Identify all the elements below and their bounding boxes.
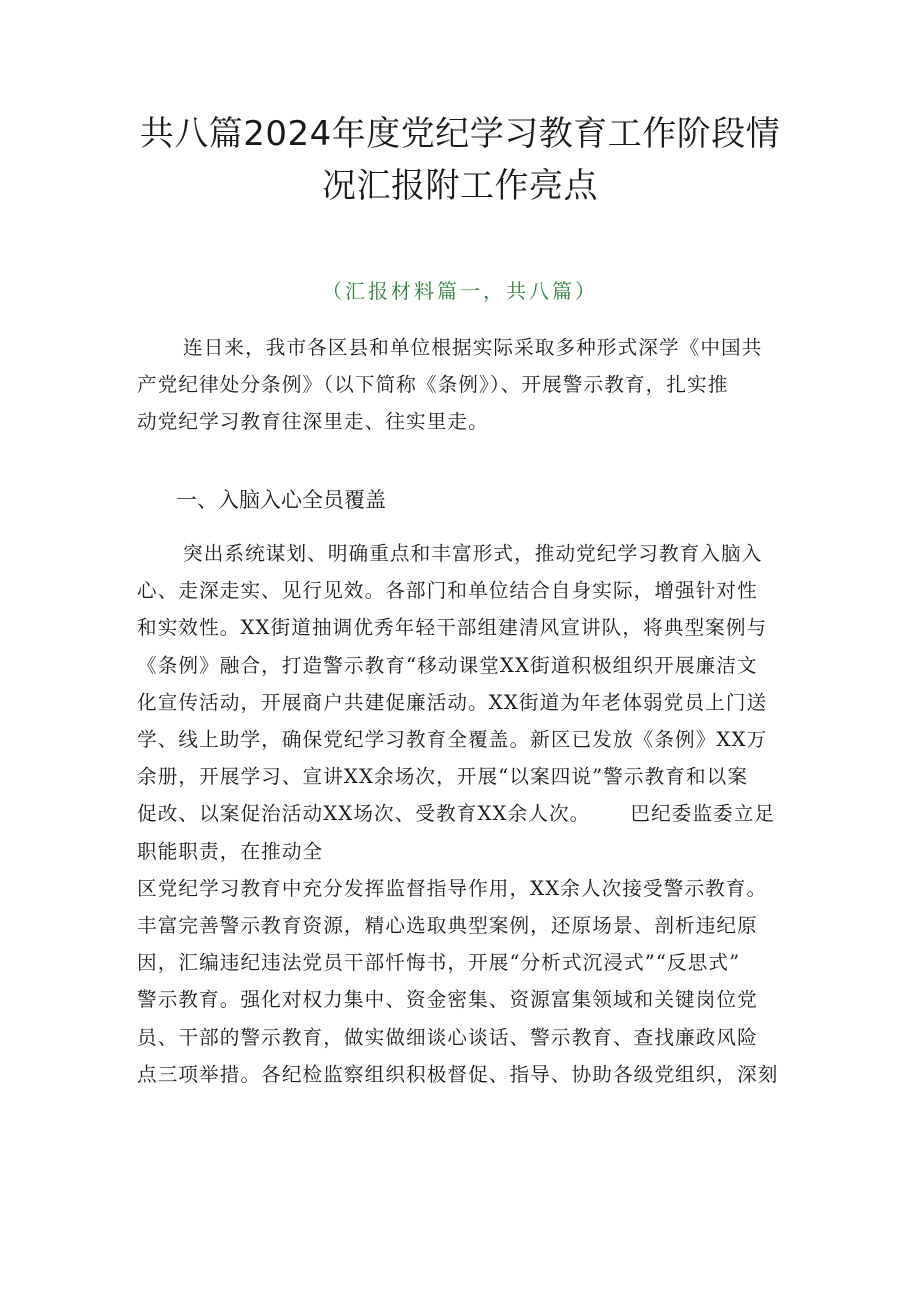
- section-line-15: 点三项举措。各纪检监察组织积极督促、指导、协助各级党组织，深刻: [137, 1062, 779, 1086]
- section-line-1: 突出系统谋划、明确重点和丰富形式，推动党纪学习教育入脑入: [183, 542, 763, 565]
- section-line-5: 化宣传活动，开展商户共建促廉活动。XX街道为年老体弱党员上门送: [137, 690, 768, 714]
- title-line-2: 况汇报附工作亮点: [322, 166, 598, 206]
- title-line-1: 共八篇2024年度党纪学习教育工作阶段情: [139, 114, 781, 154]
- section-line-9: 职能职责，在推动全: [137, 839, 324, 863]
- section-line-2: 心、走深走实、见行见效。各部门和单位结合自身实际，增强针对性: [137, 579, 758, 603]
- intro-line-3: 动党纪学习教育往深里走、往实里走。: [137, 410, 489, 434]
- section-line-13: 警示教育。强化对权力集中、资金密集、资源富集领域和关键岗位党: [137, 988, 758, 1012]
- intro-paragraph: [137, 329, 797, 441]
- section-line-6: 学、线上助学，确保党纪学习教育全覆盖。新区已发放《条例》XX万: [137, 728, 768, 752]
- section-line-8-tail: 巴纪委监委立足: [630, 802, 776, 826]
- section-line-3: 和实效性。XX街道抽调优秀年轻干部组建清风宣讲队，将典型案例与: [137, 616, 768, 640]
- section-line-11: 丰富完善警示教育资源，精心选取典型案例，还原场景、剖析违纪原: [137, 914, 758, 938]
- section-paragraph: [137, 535, 797, 1093]
- section-line-7: 余册，开展学习、宣讲XX余场次，开展“以案四说”警示教育和以案: [137, 765, 749, 789]
- document-title: [120, 108, 800, 212]
- section-line-8-text: 促改、以案促治活动XX场次、受教育XX余人次。: [137, 802, 591, 826]
- section-line-14: 员、干部的警示教育，做实做细谈心谈话、警示教育、查找廉政风险: [137, 1025, 758, 1049]
- section-line-4: 《条例》融合，打造警示教育“移动课堂XX街道积极组织开展廉洁文: [137, 653, 758, 677]
- section-line-10: 区党纪学习教育中充分发挥监督指导作用，XX余人次接受警示教育。: [137, 876, 768, 900]
- section-heading: 一、入脑入心全员覆盖: [176, 488, 386, 512]
- intro-line-2: 产党纪律处分条例》（以下简称《条例》）、开展警示教育，扎实推: [137, 373, 729, 397]
- section-line-12: 因，汇编违纪违法党员干部忏悔书，开展“分析式沉浸式”“反思式”: [137, 951, 741, 975]
- section-line-8: [137, 795, 797, 832]
- intro-line-1: 连日来，我市各区县和单位根据实际采取多种形式深学《中国共: [183, 336, 763, 359]
- document-subtitle: （汇报材料篇一，共八篇）: [322, 279, 598, 303]
